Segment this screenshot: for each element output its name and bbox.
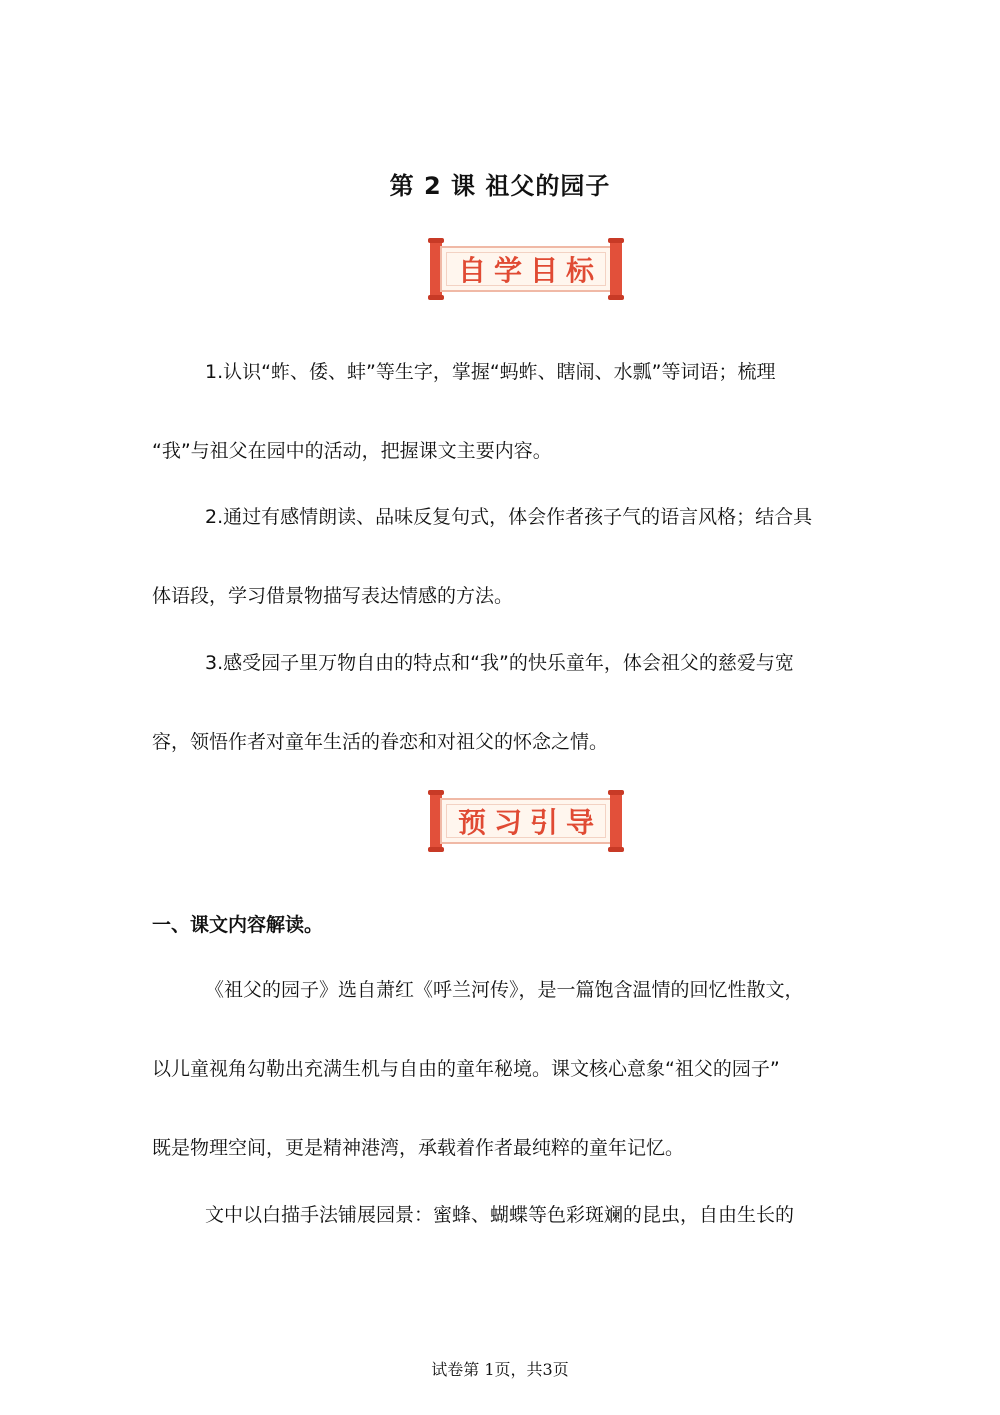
para1-line-3: 既是物理空间，更是精神港湾，承载着作者最纯粹的童年记忆。 [152,1137,685,1159]
scroll-rod-right [610,240,622,298]
scroll-rod-right [610,792,622,850]
goal-2-line-2: 体语段，学习借景物描写表达情感的方法。 [152,585,514,607]
section-heading: 一、课文内容解读。 [152,914,324,936]
banner-label: 自学目标 [457,254,602,287]
para1-line-2: 以儿童视角勾勒出充满生机与自由的童年秘境。课文核心意象“祖父的园子” [152,1058,780,1080]
scroll-body [440,798,612,844]
page-title: 第 2 课 祖父的园子 [389,172,611,200]
goal-1-line-2: “我”与祖父在园中的活动，把握课文主要内容。 [152,440,552,462]
para1-line-1: 《祖父的园子》选自萧红《呼兰河传》，是一篇饱含温情的回忆性散文， [205,979,804,1001]
goal-2-line-1: 2.通过有感情朗读、品味反复句式，体会作者孩子气的语言风格；结合具 [205,506,813,528]
para2-line-1: 文中以白描手法铺展园景：蜜蜂、蝴蝶等色彩斑斓的昆虫，自由生长的 [205,1204,795,1226]
goal-3-line-2: 容，领悟作者对童年生活的眷恋和对祖父的怀念之情。 [152,731,609,753]
goal-3-line-1: 3.感受园子里万物自由的特点和“我”的快乐童年，体会祖父的慈爱与宽 [205,652,794,674]
scroll-body [440,246,612,292]
banner-preview-guide [430,792,622,850]
page-footer: 试卷第 1页，共3页 [431,1360,569,1379]
goal-1-line-1: 1.认识“蚱、倭、蚌”等生字，掌握“蚂蚱、瞎闹、水瓢”等词语；梳理 [205,361,776,383]
banner-self-study-goals [430,240,622,298]
banner-label: 预习引导 [457,806,602,839]
